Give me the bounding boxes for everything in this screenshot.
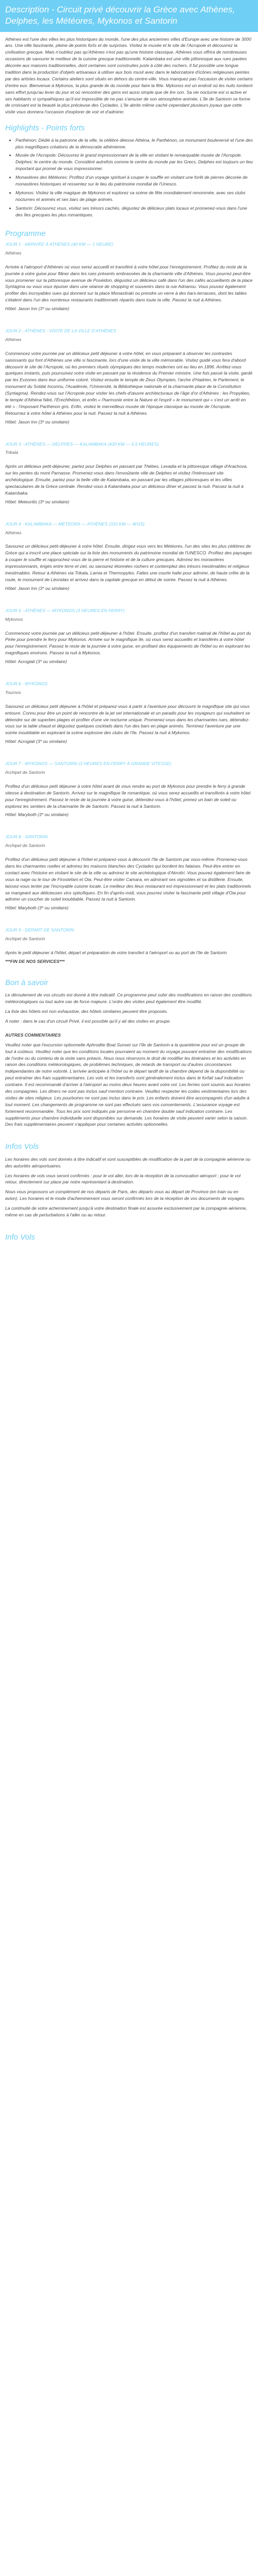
day-title: JOUR 4 - KALAMBAKA — METEORA — ATHÈNES (310 KM — 4H15): [5, 521, 145, 527]
bon-paragraph: A noter : dans le cas d'un circuit Privé, il est possible qu'il y ait des visites en groupe.: [5, 1018, 171, 1024]
day-hotel: Hôtel: Jason Inn (3* ou similaire): [5, 419, 70, 425]
end-of-services: ***FIN DE NOS SERVICES***: [5, 958, 65, 964]
infos-paragraph: Les horaires des vols sont donnés à titre indicatif et sont susceptibles de modification de la part de la compagnie aérienne ou des autorités aéroportuaires.: [5, 1156, 251, 1168]
highlights-list: [5, 137, 253, 218]
infos-paragraph: Nous vous proposons un complément de nos départs de Paris, des départs vous au départ de Province (en train ou en avion). Les horaires et le mode d'acheminement vous seront confirmés lors de la réception de vos documents de voyages.: [5, 1189, 246, 1201]
content: [0, 36, 258, 1254]
day-description: Commencez votre journée par un délicieux petit-déjeuner à l'hôtel. Ensuite, profitez d'un transfert matinal de l'hôtel au port du Pirée pour prendre le ferry pour Mykonos. Arrivée sur le magnifique île, où vous serez accueillis et transférés à votre hôtel pour l'enregistrement. Passez le reste de la journée à votre guise, en profitant des équipements de l'hôtel ou en explorant les magnifiques environs. Passez la nuit à Mykonos.: [5, 630, 251, 656]
day-title: JOUR 1 - ARRIVÉE À ATHÈNES (40 KM — 1 HEURE): [5, 241, 114, 247]
day-hotel: Hôtel: Maryboth (3* ou similaire): [5, 905, 69, 911]
infos-paragraph: La continuité de votre acheminement jusqu'à votre destination finale est assurée exclusivement par la compagnie aérienne, même en cas de perturbations à l'aller ou au retour.: [5, 1206, 247, 1218]
day-hotel: Hôtel: Acrogiali (3* ou similaire): [5, 739, 67, 744]
day-description: Arrivée à l'aéroport d'Athènes où vous serez accueilli et transféré à votre hôtel pour l'enregistrement. Profitez du reste de la journée à votre guise pour flâner dans les rues présents embrassées de la charmante ville d'Athènes. Vous pourrez peut-être vous promener sur la pittoresque avenue de Poséidon, dégustez un délicieux café dans l'un des cafés accueillants de la place Syntagma ou vous vous épuiser dans une séance de shopping et souvenirs dans la rue Adrianou. Vous pouvez également profiter des incroyables vues qui donnent sur la place Monastiraki ou prendre un verre à des bars-terrasses, dont les tables s'étalent dans l'un des nombreux restaurants traditionnels répartis dans toute la ville. Passez la nuit à Athènes.: [5, 264, 253, 303]
info-vols-footer-title: Info Vols: [5, 1232, 35, 1242]
day-location: Archipel de Santorin: [5, 769, 45, 775]
day-block: [5, 521, 253, 592]
day-title: JOUR 6 - MYKONOS: [5, 681, 48, 686]
day-title: JOUR 2 - ATHÈNES : VISITE DE LA VILLE D'ATHÈNES: [5, 328, 117, 333]
highlights-title: Highlights - Points forts: [5, 124, 85, 133]
autres-commentaires-title: AUTRES COMMENTAIRES: [5, 1032, 61, 1038]
bon-a-savoir-text: [5, 992, 253, 1128]
infos-vols-text: [5, 1156, 253, 1218]
day-hotel: Hôtel: Jason Inn (3* ou similaire): [5, 306, 70, 312]
day-hotel: Hôtel: Acrogiali (3* ou similaire): [5, 659, 67, 665]
day-description: Après le petit déjeuner à l'hôtel, départ et préparation de votre transfert à l'aéroport ou au port de l'île de Santorin.: [5, 950, 228, 955]
day-hotel: Hôtel: Maryboth (3* ou similaire): [5, 812, 69, 818]
day-block: [5, 441, 253, 505]
bon-a-savoir-title: Bon à savoir: [5, 978, 49, 987]
highlight-item: • Santorin: Découvrez vous, visitez ses trésors cachés, dégustez de délicieux plats locaux et promenez-vous dans l'une des îles grecques les plus romantiques.: [15, 205, 253, 218]
day-description: Profitez d'un délicieux petit déjeuner à l'hôtel et préparez-vous à découvrir l'île de Santorin par vous-même. Promenez-vous dans les charmantes ruelles et admirez les maisons blanches des Cyclades qui bordent les falaises. Peut-être entrer en contact avec l'histoire en visitant le site de la ville ou admirez le site archéologique d'Akrotiri. Vous pouvez également faire de vous la nage ou le tour de Firostefani et Oia. Peut-être visiter Camara, en admirant ses vignobles et sa distillerie. Ensuite, laissez-vous tenter par l'incroyable cuisine locale. Le meilleur des lieux restaurant est impressionnant et les plats traditionnels se mangeant aux délicieuses vins spécifiques. En fin d'après-midi, vous pourrez visiter la fascinante petit village d'Oia pour admirer un coucher de soleil inoubliable. Passez la nuit à Santorin.: [5, 857, 251, 902]
day-location: Trikala: [5, 450, 19, 455]
day-description: Commencez votre journée par un délicieux petit déjeuner à votre hôtel, en vous préparant à observer les contrastes saisissants qui font d'Athènes une ville si fascinante, lors d'une visite de la ville mémorable. Visitez guidé vous fera d'abord découvrir le site de l'Acropole, où les premiers rituels olympiques des temps modernes ont eu lieu en 1896. Arrêtez-vous quelques instants, puis poursuivez votre visite en passant par la résidence du Premier ministre. Une fois passé la visite, gardé par les Evzones dans leur uniforme coloré. Visitez ensuite le temple de Zeus Olympien, l'arche d'Hadrien, le Parlement, le monument du Soldat Inconnu, l'Académie, l'Université, la Bibliothèque nationale et la charmante place de la Constitution (Syntagma). Rendez-vous sur l'Acropole pour visiter les chefs-d'œuvre architecturaux de l'âge d'or d'Athènes : les Propylées, le temple d'Athéna Niké, l'Érechthéion, et enfin « l'harmonie entre la Nature et l'esprit » le monument qui « s'est un arrêt en été » : l'imposant Parthénon gris. Enfin, visitez le merveilleux musée de l'époque classique au musée de l'Acropole. Retournez à votre hôtel à Athènes pour la nuit. Passez la nuit à Athènes.: [5, 350, 253, 416]
day-hotel: Hôtel: Jason Inn (3* ou similaire): [5, 585, 70, 591]
day-title: JOUR 5 - ATHÈNES — MYKONOS (3 HEURES EN FERRY): [5, 607, 125, 613]
day-title: JOUR 7 - MYKONOS — SANTORIN (3 HEURES EN FERRY À GRANDE VITESSE): [5, 761, 172, 767]
day-location: Archipel de Santorin: [5, 843, 45, 849]
day-location: Tournos: [5, 689, 21, 695]
day-description: Savourez un délicieux petit-déjeuner à votre hôtel. Ensuite, dirigez-vous vers les Météores, l'un des sites les plus célèbres de Grèce qui a inscrit une place spéciale sur la liste des monuments du patrimoine mondial de l'UNESCO. Profitez des paysages à couper le souffle et rapprochez-vous de la pierre et histoire et de la culture grecques. Admirez les monastères impressionnants, érigés entre terre et ciel, ou savourez étonnées rochers et contemplez des trésors inestimables et religieux inestimables. Retour à Athènes via Trikala, Lamia et Thermopyles. Faites une courte halte pour admirer, de haute crête de la route, le monument de Léonidas et arrivez dans la capitale grecque en début de soirée. Passez la nuit à Athènes.: [5, 544, 252, 582]
day-location: Athènes: [5, 250, 22, 256]
infos-paragraph: Les horaires de vols vous seront confirmés : pour le vol aller, lors de la réception de la convocation aéroport ; pour le vol retour, directement sur place par notre représentant à destination.: [5, 1173, 241, 1185]
day-description: Profitez d'un délicieux petit déjeuner à votre hôtel avant de vous rendre au port de Mykonos pour prendre le ferry à grande vitesse à destination de Santorin. Arrivez sur le magnifique île romantique, où vous serez accueillis et transférés à votre hôtel pour l'enregistrement. Passez le reste de la journée à votre guise, détendez-vous à l'hôtel, prenez un bain de soleil ou explorez les sentiers de la charmante île de Santorin. Passez la nuit à Santorin.: [5, 783, 251, 809]
day-block: [5, 760, 253, 818]
day-title: JOUR 8 - SANTORIN: [5, 834, 48, 840]
day-title: JOUR 9 - DÉPART DE SANTORIN: [5, 927, 74, 933]
day-description: Savourez un délicieux petit déjeuner à l'hôtel et préparez-vous à partir à l'aventure pour découvrir le magnifique site qui vous entoure. Connu pour être un point de rencontre de la jet set internationale et un paradis pour les voyageurs qui souhaitent se détendre sur de superbes plages et profiter d'une vie nocturne unique. Promenez-vous dans les charmantes rues, détendez-vous sur la table chaud et dégustez quelques cocktails dans l'un des bars en plage animés. Terminez l'aventure par une soirée inoubliable en explorant la scène explosive des clubs de l'île. Passez la nuit à Mykonos.: [5, 703, 250, 736]
day-block: [5, 681, 253, 745]
highlight-item: • Musée de l'Acropole: Découvrez le grand impressionnant de la ville en visitant le remarquable musée de l'Acropole. Delphes: le centre du monde. Considéré autrefois comme le centre du monde par les Grecs, Delphes est toujours un lieu important qui promet de vous impressionner.: [15, 152, 253, 172]
bon-paragraph: Le déroulement de vos circuits est donné à titre indicatif. Ce programme peut subir des modifications en raison des conditions météorologiques ou tout autre cas de force majeure. L'ordre des visites peut également être modifié.: [5, 992, 252, 1005]
day-location: Mykonos: [5, 616, 23, 622]
infos-vols-title: Infos Vols: [5, 1142, 39, 1151]
day-block: [5, 607, 253, 665]
day-description: Après un délicieux petit-déjeuner, partez pour Delphes en passant par Thèbes, Levadia et la pittoresque village d'Arachova, sur les pentes du mont Parnasse. Promenez-vous dans l'envoûtante ville de Delphes et visitez l'Intéressant site archéologique. Ensuite, partez pour la belle ville de Kalambaka, en passant par les villages pittoresques et les villes spectaculaires de la Grèce centrale. Rendez-vous à Kalambaka pour un délicieux dîner et passez la nuit. Passez la nuit à Kalambaka.: [5, 464, 248, 496]
highlight-item: • Parthénon: Dédié à la patronne de la ville, la célèbre déesse Athéna, le Parthénon, ce monument bouleversé et l'une des plus magnifiques créations de la démocratie athénienne.: [15, 137, 253, 150]
highlight-item: • Mykonos: Visitez la ville magique de Mykonos et explorez sa scène de fête mondialement renommée, avec ses clubs nocturnes et animés et ses bars de plage animés.: [15, 190, 253, 203]
intro-text: Athènes est l'une des villes les plus historiques du monde, l'une des plus anciennes villes d'Europe avec une histoire de 3000 ans. Une ville fascinante, pleine de points forts et de surprises. Visitez le musée et le site de l'Acropole et découvrez la civilisation grecque. Mais n'oubliez pas qu'Athènes n'est pas qu'une histoire classique. Athènes vous offrira de nombreuses occasions de savourer le meilleur de la cuisine grecque traditionnelle. Kalambaka est une ville pittoresque aux rues pavées décorée aux maisons traditionnelles, dont certaines sont construites juste à côté des rochers. Il fut possible une longue tradition dans la production d'objets artisanaux à utiliser aux bois musil avec dans le laborzatoire d'icônes religieuses peintes par des artistes locaux. Certains ateliers sont situés en dehors du centre-ville. Vous manquez pas l'occasion de visiter certains d'entre eux. Bienvenue à Mykonos, la plus grande ile du monde pour faire la fête. Mykonos est un endroit où les nuits tombent sans effort jusqu'au lever du jour et où rencontrer des gens est aussi simple que de lire son. Sa vie nocturne est si active et ses habitants si sympathiques qu'il est impossible de ne pas s'amuser de son atmosphère animée. L'île de Santorin se forme de croissant est la beauté la plus précieuse des Cyclades. L'île abrite même caché cependant plusieurs joyaux que cette visite vous donnera l'occasion d'explorer de voir et d'admirer.: [5, 36, 253, 115]
day-block: [5, 328, 253, 426]
day-hotel: Hôtel: Meteoritis (3* ou similaire): [5, 499, 70, 504]
autres-commentaires-text: Veuillez noter que l'excursion optionnelle Aphrodite Boat Sunset sur l'île de Santorin a la quantième pour est un groupe de tout à coûteux. Veuillez noter que les conditions locales pourraient au moment du voyage pouvant entraîner des modifications de l'ordre ou du contenu de la visite sans préavis. Nous nous réservons le droit de modifier les itinéraires et les activités en raison des conditions météorologiques, de problèmes techniques, de retards de transport ou d'autres circonstances indépendantes de notre volonté. L'arrivée anticipée à l'hôtel ou le départ tardif de la chambre dépend de la disponibilité ou peut entraîner des frais supplémentaires. Les vols et les transferts sont généralement inclus dans le forfait sauf indication contraire. Il est recommandé d'arriver à l'aéroport au moins deux heures avant votre vol. Les ferries sont soumis aux horaires des compagnies. Les dîners ne sont pas inclus sauf mention contraire. Veuillez respecter les codes vestimentaires lors des visites de sites religieux. Les pourboires ne sont pas inclus dans le prix. Les enfants doivent être accompagnés d'un adulte à tout moment. Les changements de programme ne sont pas effectués sans vos consentements. L'assurance voyage est fortement recommandée. Tous les prix sont indiqués par personne en chambre double sauf indication contraire. Les suppléments pour chambre individuelle sont disponibles sur demande. Les horaires de visite peuvent varier selon la saison. Des frais supplémentaires peuvent s'appliquer pour certaines activités optionnelles.: [5, 1042, 252, 1127]
programme-title: Programme: [5, 229, 46, 239]
day-location: Athènes: [5, 336, 22, 342]
day-location: Athènes: [5, 530, 22, 535]
day-block: [5, 241, 253, 312]
page-title: Description - Circuit privé découvrir la Grèce avec Athènes, Delphes, les Météores, Mykonos et Santorin: [5, 5, 235, 26]
page: [0, 0, 258, 1253]
day-title: JOUR 3 - ATHÈNES — DELPHES — KALAMBAKA (420 KM — 5.5 HEURES): [5, 441, 159, 447]
day-block: [5, 927, 253, 965]
highlight-item: • Monastères des Météores: Profitez d'un voyage spirituel à couper le souffle en visitant une forêt de pierres décorée de monastères historiques et ressentez sur le lieu du patrimoine mondial de l'Unesco.: [15, 174, 253, 188]
title-banner: [0, 0, 258, 32]
day-location: Archipel de Santorin: [5, 936, 45, 942]
bon-paragraph: La liste des hôtels est non exhaustive, des hôtels similaires peuvent être proposés.: [5, 1009, 168, 1014]
day-block: [5, 834, 253, 911]
